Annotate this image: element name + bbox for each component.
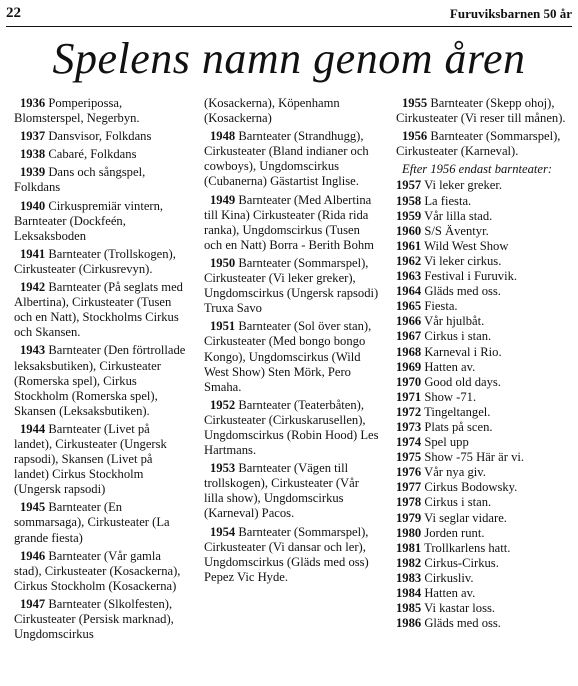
year-entry — [204, 193, 380, 253]
show-list-item — [396, 375, 572, 390]
show-name: Wild West Show — [421, 238, 509, 253]
show-name: Vår nya giv. — [421, 465, 486, 480]
show-list-item — [396, 239, 572, 254]
show-list-item — [396, 495, 572, 510]
show-name: Cirkus i stan. — [421, 495, 492, 510]
show-name: Cirkus i stan. — [421, 329, 492, 344]
year-entry — [204, 398, 380, 458]
year-entry — [204, 129, 380, 189]
page-header — [6, 4, 572, 27]
show-list-item — [396, 511, 572, 526]
show-year: 1978 — [396, 495, 422, 510]
show-name: Good old days. — [421, 374, 501, 389]
show-list-item — [396, 480, 572, 495]
show-name: Tingeltangel. — [421, 404, 491, 419]
entry-text: Cirkuspremiär vintern, Barnteater (Dockfeén, Leksaksboden — [14, 198, 164, 243]
year-entry — [396, 129, 572, 159]
show-year: 1974 — [396, 435, 422, 450]
show-list-item — [396, 224, 572, 239]
show-list-item — [396, 450, 572, 465]
show-name: Cirkusliv. — [421, 570, 474, 585]
year-entry — [14, 500, 190, 545]
text-column-1 — [14, 96, 190, 645]
year-entry — [14, 129, 190, 144]
entry-text: Barnteater (Vår gamla stad), Cirkusteater (Kosackerna), Cirkus Stockholm (Kosackerna) — [14, 548, 181, 593]
entry-text: Barnteater (Skepp ohoj), Cirkusteater (Vi reser till månen). — [396, 96, 566, 126]
show-list-item — [396, 269, 572, 284]
entry-year: 1936 — [20, 96, 46, 110]
text-column-3 — [396, 96, 572, 631]
show-year: 1973 — [396, 419, 422, 434]
entry-year: 1955 — [402, 96, 428, 110]
show-year: 1963 — [396, 269, 422, 284]
year-entry — [204, 319, 380, 394]
show-year: 1957 — [396, 178, 422, 193]
year-entry — [204, 96, 380, 126]
show-list-item — [396, 601, 572, 616]
show-name: Show -71. — [421, 389, 477, 404]
entry-year: 1937 — [20, 129, 46, 144]
year-entry — [14, 247, 190, 277]
entry-text: Barnteater (Den förtrollade leksaksbutiken), Cirkusteater (Romerska spel), Cirkus Stockholm (Romerska spel), Skansen (Leksaksbutiken). — [14, 343, 186, 418]
entry-year: 1942 — [20, 280, 46, 295]
entry-text: Barnteater (Sol över stan), Cirkusteater (Med bongo bongo Kongo), Ungdomscirkus (Wild West Show) Sten Mörk, Pero Smaha. — [204, 319, 372, 394]
show-name: Vi leker cirkus. — [421, 253, 502, 268]
entry-text: Barnteater (Strandhugg), Cirkusteater (Bland indianer och cowboys), Ungdomscirkus (Cubanerna) Gästartist Inglise. — [204, 129, 369, 189]
show-list-item — [396, 345, 572, 360]
show-list-item — [396, 299, 572, 314]
show-year: 1981 — [396, 540, 422, 555]
show-list-item — [396, 329, 572, 344]
show-year: 1959 — [396, 208, 422, 223]
entry-year: 1939 — [20, 165, 46, 180]
year-entry — [14, 597, 190, 642]
entry-year: 1940 — [20, 198, 46, 213]
show-list-item — [396, 284, 572, 299]
show-name: Festival i Furuvik. — [421, 269, 518, 284]
show-name: Hatten av. — [421, 586, 476, 600]
show-year: 1971 — [396, 389, 422, 404]
entry-year: 1938 — [20, 147, 46, 162]
entry-year: 1949 — [210, 192, 236, 207]
year-entry — [204, 461, 380, 521]
show-name: Vi kastar loss. — [421, 601, 496, 616]
entry-year: 1954 — [210, 524, 236, 539]
show-name: Cirkus-Cirkus. — [421, 555, 499, 570]
show-list-item — [396, 420, 572, 435]
show-list-item — [396, 465, 572, 480]
entry-text: Barnteater (På seglats med Albertina), Cirkusteater (Tusen och en Natt), Stockholms Cirkus och Skansen. — [14, 280, 183, 340]
entry-year: 1953 — [210, 461, 236, 476]
show-list-item — [396, 194, 572, 209]
show-list-item — [396, 586, 572, 601]
show-list-item — [396, 541, 572, 556]
entry-year: 1946 — [20, 548, 46, 563]
show-year: 1980 — [396, 525, 422, 540]
year-entry — [14, 199, 190, 244]
show-list-item — [396, 254, 572, 269]
year-entry — [14, 343, 190, 418]
show-year: 1966 — [396, 314, 422, 329]
show-year: 1985 — [396, 601, 422, 616]
entry-text: Barnteater (Trollskogen), Cirkusteater (Cirkusrevyn). — [14, 246, 176, 276]
entry-year: 1944 — [20, 421, 46, 436]
entry-year: 1941 — [20, 246, 46, 261]
show-name: Jorden runt. — [421, 525, 485, 540]
entry-text: Barnteater (En sommarsaga), Cirkusteater (La grande fiesta) — [14, 500, 170, 545]
show-name: Hatten av. — [421, 359, 476, 374]
show-name: Plats på scen. — [421, 419, 493, 434]
show-year: 1961 — [396, 238, 422, 253]
year-entry — [204, 525, 380, 585]
entry-text: Barnteater (Slkolfesten), Cirkusteater (Persisk marknad), Ungdomscirkus — [14, 596, 174, 642]
show-list-item — [396, 571, 572, 586]
entry-year: 1948 — [210, 129, 236, 144]
show-year: 1962 — [396, 253, 422, 268]
show-year: 1965 — [396, 299, 422, 314]
show-name: Vår lilla stad. — [421, 208, 493, 223]
entry-text: Barnteater (Med Albertina till Kina) Cirkusteater (Rida rida ranka), Ungdomscirkus (Tusen och en Natt) Borra - Berith Bohm — [204, 192, 374, 252]
article-title: Spelens namn genom åren — [52, 34, 526, 83]
show-name: Show -75 Här är vi. — [421, 450, 525, 465]
year-entry — [14, 422, 190, 497]
entry-text: Cabaré, Folkdans — [45, 147, 137, 162]
show-year: 1976 — [396, 465, 422, 480]
show-year: 1972 — [396, 404, 422, 419]
show-name: Gläds med oss. — [421, 284, 501, 299]
show-list-item — [396, 178, 572, 193]
page-number: 22 — [6, 5, 21, 21]
show-name: Trollkarlens hatt. — [421, 540, 511, 555]
year-entry — [396, 96, 572, 126]
show-name: Vi leker greker. — [421, 178, 503, 193]
entry-year: 1947 — [20, 596, 46, 611]
entry-text: Barnteater (Teaterbåten), Cirkusteater (Cirkuskarusellen), Ungdomscirkus (Robin Hood) Les Hartmans. — [204, 397, 379, 458]
entry-text: Barnteater (Sommarspel), Cirkusteater (Vi dansar och ler), Ungdomscirkus (Gläds med oss) Pepez Vic Hyde. — [204, 524, 369, 584]
year-entry — [204, 256, 380, 316]
show-year: 1960 — [396, 223, 422, 238]
show-year: 1982 — [396, 555, 422, 570]
year-entry — [14, 96, 190, 126]
show-name: Fiesta. — [421, 299, 458, 314]
show-name: Gläds med oss. — [421, 616, 501, 631]
show-name: Cirkus Bodowsky. — [421, 480, 518, 495]
entry-text: Dans och sångspel, Folkdans — [14, 165, 146, 195]
show-name: Spel upp — [421, 435, 469, 450]
entry-text: Pomperipossa, Blomsterspel, Negerbyn. — [14, 96, 140, 126]
entry-year: 1943 — [20, 343, 46, 358]
entry-year: 1956 — [402, 129, 428, 144]
text-column-2 — [204, 96, 380, 588]
show-year: 1958 — [396, 193, 422, 208]
show-list-item — [396, 390, 572, 405]
show-year: 1986 — [396, 616, 422, 631]
show-name: Vi seglar vidare. — [421, 510, 507, 525]
year-entry — [14, 147, 190, 162]
show-list-item — [396, 556, 572, 571]
show-list-item — [396, 405, 572, 420]
year-entry — [14, 549, 190, 594]
show-name: La fiesta. — [421, 193, 472, 208]
show-year: 1977 — [396, 480, 422, 495]
show-list-item — [396, 314, 572, 329]
entry-year: 1951 — [210, 319, 236, 334]
entry-year: 1945 — [20, 500, 46, 515]
year-entry — [14, 280, 190, 340]
entry-text: Barnteater (Sommarspel), Cirkusteater (Karneval). — [396, 129, 561, 159]
show-year: 1975 — [396, 450, 422, 465]
column-3-entries — [396, 96, 572, 159]
show-year: 1969 — [396, 359, 422, 374]
show-list-item — [396, 435, 572, 450]
show-name: S/S Äventyr. — [421, 223, 489, 238]
show-year: 1968 — [396, 344, 422, 359]
show-list-item — [396, 209, 572, 224]
entry-text: Barnteater (Livet på landet), Cirkusteater (Ungersk rapsodi), Skansen (Livet på landet) Cirkus Stockholm (Ungersk rapsodi) — [14, 421, 167, 497]
show-name: Karneval i Rio. — [421, 344, 502, 359]
show-name: Vår hjulbåt. — [421, 314, 485, 329]
show-year: 1979 — [396, 510, 422, 525]
show-year: 1964 — [396, 284, 422, 299]
entry-year: 1952 — [210, 397, 236, 412]
entry-text: Barnteater (Sommarspel), Cirkusteater (Vi leker greker), Ungdomscirkus (Ungersk rapsodi) Truxa Savo — [204, 255, 379, 316]
show-list — [396, 178, 572, 631]
year-entry — [14, 165, 190, 195]
show-list-item — [396, 526, 572, 541]
entry-year: 1950 — [210, 255, 236, 270]
show-list-item — [396, 616, 572, 631]
running-title: Furuviksbarnen 50 år — [449, 6, 572, 21]
show-year: 1967 — [396, 329, 422, 344]
show-year: 1983 — [396, 570, 422, 585]
entry-text: (Kosackerna), Köpenhamn (Kosackerna) — [204, 96, 340, 126]
entry-text: Barnteater (Vägen till trollskogen), Cirkusteater (Vår lilla show), Ungdomscirkus (Karneval) Pacos. — [204, 461, 359, 521]
entry-text: Dansvisor, Folkdans — [45, 129, 152, 144]
show-list-item — [396, 360, 572, 375]
show-year: 1984 — [396, 586, 422, 600]
note-after-1956: Efter 1956 endast barnteater: — [402, 162, 553, 177]
show-year: 1970 — [396, 374, 422, 389]
